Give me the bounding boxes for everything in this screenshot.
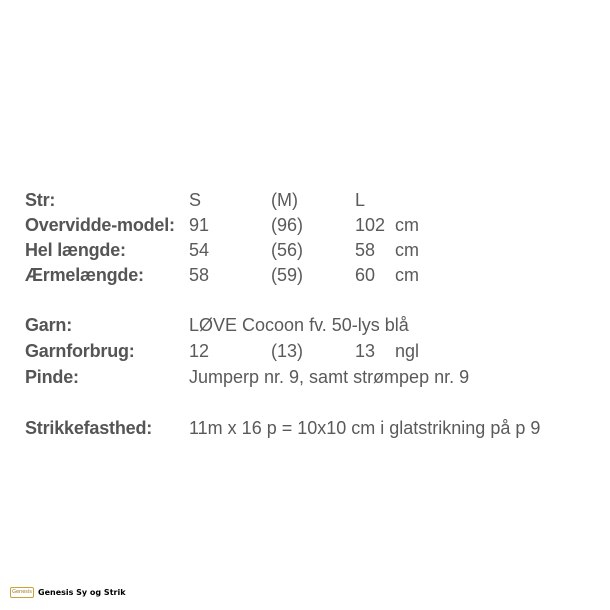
brand-name: Genesis Sy og Strik (38, 587, 126, 597)
size-label: Str: (25, 190, 56, 210)
aermel-m: (59) (271, 265, 304, 285)
strikkefasthed-value: 11m x 16 p = 10x10 cm i glatstrikning på p 9 (189, 418, 541, 438)
footer-brand (10, 586, 126, 598)
aermel-l: 60 (355, 265, 376, 285)
overvidde-s: 91 (189, 215, 210, 235)
size-s: S (189, 190, 202, 210)
pinde-label: Pinde: (25, 367, 79, 387)
garn-label: Garn: (25, 315, 73, 335)
overvidde-m: (96) (271, 215, 304, 235)
overvidde-label: Overvidde-model: (25, 215, 175, 235)
pinde-value: Jumperp nr. 9, samt strømpep nr. 9 (189, 367, 470, 387)
garnforbrug-m: (13) (271, 341, 304, 361)
garnforbrug-row (0, 338, 610, 364)
laengde-m: (56) (271, 240, 304, 260)
garnforbrug-s: 12 (189, 341, 210, 361)
overvidde-unit: cm (395, 215, 419, 235)
laengde-unit: cm (395, 240, 419, 260)
overvidde-l: 102 (355, 215, 386, 235)
strikkefasthed-label: Strikkefasthed: (25, 418, 153, 438)
strikkefasthed-row (0, 415, 610, 441)
garnforbrug-label: Garnforbrug: (25, 341, 135, 361)
size-header-row (0, 187, 610, 213)
aermel-row (0, 262, 610, 288)
laengde-l: 58 (355, 240, 376, 260)
laengde-s: 54 (189, 240, 210, 260)
garnforbrug-unit: ngl (395, 341, 420, 361)
garnforbrug-l: 13 (355, 341, 376, 361)
aermel-s: 58 (189, 265, 210, 285)
size-m: (M) (271, 190, 298, 210)
garn-value: LØVE Cocoon fv. 50-lys blå (189, 315, 409, 335)
aermel-unit: cm (395, 265, 419, 285)
logo-text: Genesis (12, 588, 32, 595)
aermel-label: Ærmelængde: (25, 265, 144, 285)
pinde-row (0, 364, 610, 390)
laengde-label: Hel længde: (25, 240, 126, 260)
garn-row (0, 312, 610, 338)
laengde-row (0, 237, 610, 263)
overvidde-row (0, 212, 610, 238)
genesis-logo-icon (10, 587, 34, 598)
size-l: L (355, 190, 366, 210)
